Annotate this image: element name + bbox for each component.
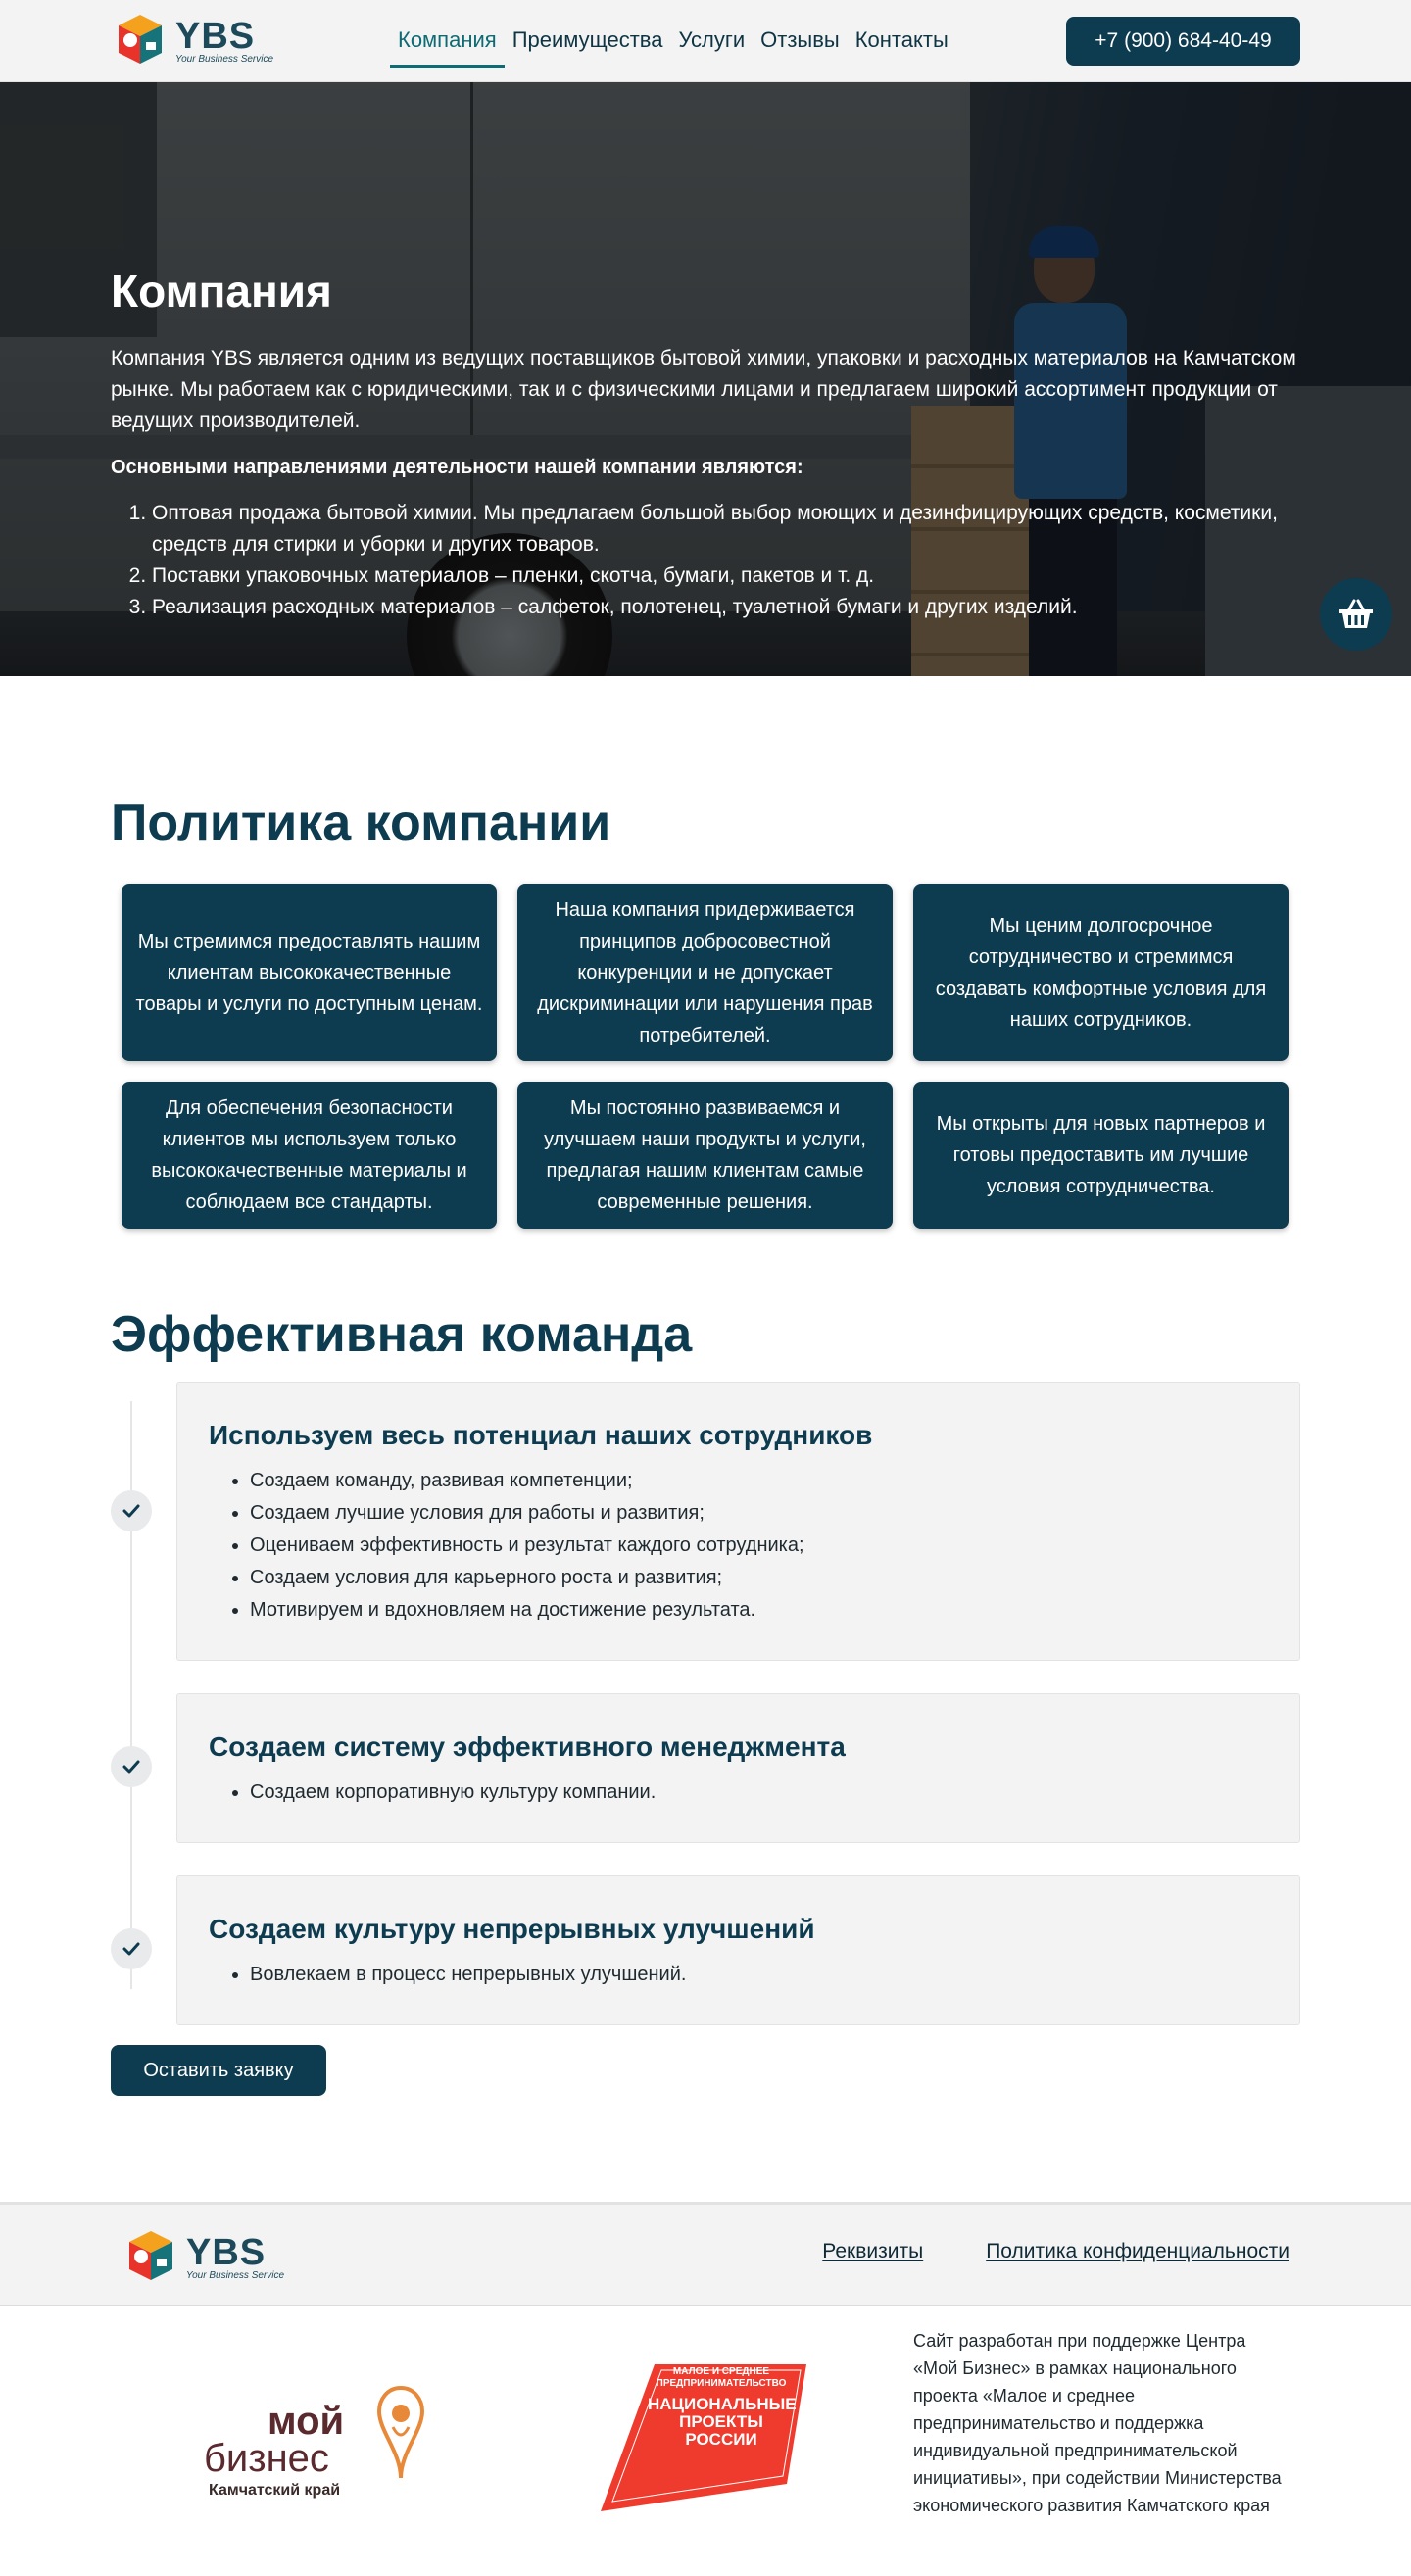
policy-card: Мы ценим долгосрочное сотрудничество и стремимся создавать комфортные условия для наших сотрудников. [913,884,1289,1061]
check-icon [111,1928,152,1969]
header-logo[interactable] [111,10,282,71]
moy-biznes-word2: бизнес [204,2437,329,2480]
logo-text [186,2233,284,2281]
np-line: НАЦИОНАЛЬНЫЕ [648,2395,797,2413]
nav-item-contacts[interactable]: Контакты [854,27,949,52]
list-item: • Вовлекаем в процесс непрерывных улучшений. [250,1959,1268,1991]
policy-cards [122,884,1300,1229]
team-title: Эффективная команда [111,1306,693,1363]
apply-button[interactable]: Оставить заявку [111,2045,326,2096]
site-header [0,0,1411,82]
logo-tagline: Your Business Service [186,2269,285,2281]
policy-card: Для обеспечения безопасности клиентов мы используем только высококачественные материалы и соблюдаем все стандарты. [122,1082,497,1229]
site-footer [0,2202,1411,2570]
policy-section [0,676,1411,1229]
ybs-logo-icon [122,2227,180,2286]
national-projects-logo [601,2357,811,2513]
check-icon [111,1490,152,1531]
nav-item-company[interactable]: Компания [390,24,505,68]
footer-support-note: Сайт разработан при поддержке Центра «Мой Бизнес» в рамках национального проекта «Малое и среднее предпринимательство и поддержка индивидуальной предпринимательской инициативы», при содействии Министерства экономического развития Камчатского края [913,2331,1282,2515]
logo-tagline: Your Business Service [175,53,274,65]
basket-icon [1338,598,1375,631]
main-nav [390,24,956,68]
list-item: 1. Оптовая продажа бытовой химии. Мы предлагаем большой выбор моющих и дезинфицирующих средств, косметики, средств для стирки и уборки и других товаров. [152,498,1301,560]
logo-text [175,17,273,65]
cart-button[interactable] [1320,578,1392,651]
hero-directions-heading: Основными направлениями деятельности нашей компании являются: [111,457,803,478]
phone-button[interactable]: +7 (900) 684-40-49 [1066,17,1300,66]
timeline-item-title: Создаем систему эффективного менеджмента [209,1731,846,1762]
moy-biznes-region: Камчатский край [209,2482,341,2499]
list-item: • Мотивируем и вдохновляем на достижение результата. [250,1594,1268,1627]
hero-title: Компания [111,266,332,316]
timeline-item [176,1875,1300,2025]
team-timeline [111,1382,1300,2025]
footer-link-requisites[interactable]: Реквизиты [822,2240,924,2262]
timeline-item-title: Используем весь потенциал наших сотрудников [209,1420,873,1450]
logo-word: YBS [186,2231,267,2273]
hero-section [0,82,1411,676]
np-line: ПРЕДПРИНИМАТЕЛЬСТВО [656,2378,787,2389]
timeline-item [176,1693,1300,1843]
team-section [0,1229,1411,2096]
list-item: 2. Поставки упаковочных материалов – пленки, скотча, бумаги, пакетов и т. д. [152,560,1301,592]
ybs-logo-icon [111,11,170,70]
footer-link-privacy[interactable]: Политика конфиденциальности [986,2240,1289,2262]
check-icon [111,1746,152,1787]
moy-biznes-logo [204,2384,429,2502]
timeline-item-title: Создаем культуру непрерывных улучшений [209,1914,815,1944]
timeline-item [176,1382,1300,1661]
moy-biznes-word1: мой [268,2400,345,2443]
nav-item-services[interactable]: Услуги [678,27,746,52]
nav-item-advantages[interactable]: Преимущества [511,27,663,52]
policy-card: Мы стремимся предоставлять нашим клиентам высококачественные товары и услуги по доступным ценам. [122,884,497,1061]
footer-bottom [0,2306,1411,2570]
list-item: • Создаем условия для карьерного роста и развития; [250,1562,1268,1594]
timeline-item-list [209,1776,1268,1809]
np-line: МАЛОЕ И СРЕДНЕЕ [672,2366,770,2377]
hero-content [111,184,1301,623]
timeline-line [130,1401,132,1989]
timeline-item-list [209,1465,1268,1627]
policy-card: Мы постоянно развиваемся и улучшаем наши продукты и услуги, предлагая нашим клиентам самые современные решения. [517,1082,893,1229]
np-line: РОССИИ [685,2430,757,2449]
timeline-item-list [209,1959,1268,1991]
np-text [648,2366,795,2449]
footer-logo[interactable] [122,2226,293,2287]
hero-directions-list [111,498,1301,623]
policy-card: Наша компания придерживается принципов добросовестной конкуренции и не допускает дискриминации или нарушения прав потребителей. [517,884,893,1061]
list-item: • Создаем команду, развивая компетенции; [250,1465,1268,1497]
list-item: 3. Реализация расходных материалов – салфеток, полотенец, туалетной бумаги и других изделий. [152,592,1301,623]
list-item: • Создаем лучшие условия для работы и развития; [250,1497,1268,1530]
logo-word: YBS [175,15,256,57]
policy-title: Политика компании [111,795,611,851]
nav-item-reviews[interactable]: Отзывы [760,27,840,52]
policy-card: Мы открыты для новых партнеров и готовы предоставить им лучшие условия сотрудничества. [913,1082,1289,1229]
np-line: ПРОЕКТЫ [679,2412,763,2431]
footer-links [822,2240,1289,2263]
location-pin-icon [375,2384,426,2482]
list-item: • Создаем корпоративную культуру компании. [250,1776,1268,1809]
hero-description: Компания YBS является одним из ведущих поставщиков бытовой химии, упаковки и расходных материалов на Камчатском рынке. Мы работаем как с юридическими, так и с физическими лицами и предлагаем широкий ассортимент продукции от ведущих производителей. [111,347,1296,432]
list-item: • Оцениваем эффективность и результат каждого сотрудника; [250,1530,1268,1562]
footer-top [0,2202,1411,2306]
